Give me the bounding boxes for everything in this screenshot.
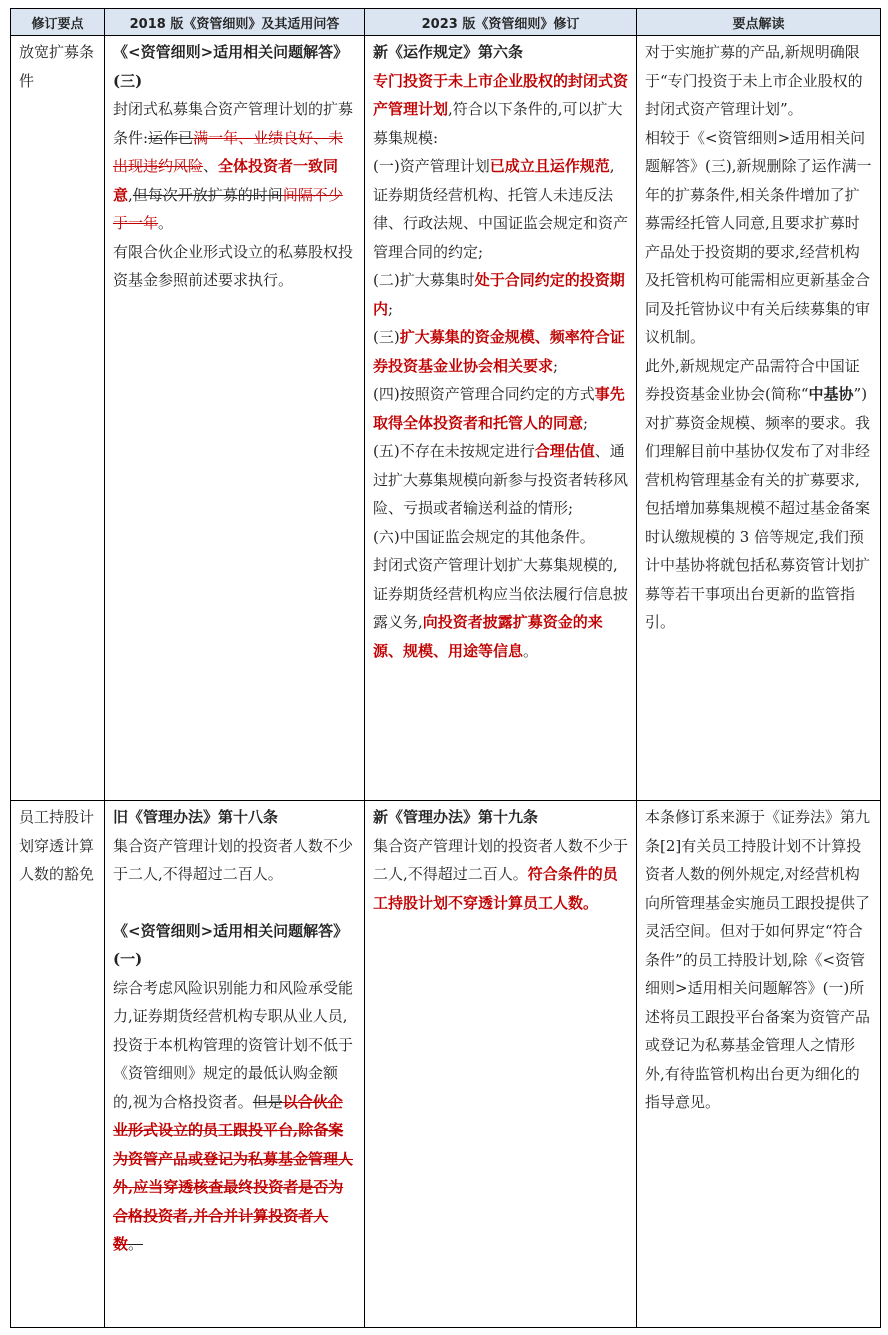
new-rule-item: (四)按照资产管理合同约定的方式事先取得全体投资者和托管人的同意; (373, 385, 625, 432)
table-row (11, 801, 881, 1328)
old-rule-cell (105, 36, 365, 801)
new-rule-title: 新《管理办法》第十九条 (373, 808, 539, 826)
old-rule-title: 《<资管细则>适用相关问题解答》(一) (113, 921, 349, 968)
new-rule-paragraph: 专门投资于未上市企业股权的封闭式资产管理计划,符合以下条件的,可以扩大募集规模: (373, 71, 629, 147)
old-rule-cell (105, 801, 365, 1328)
header-2023-rules: 2023 版《资管细则》修订 (365, 9, 637, 36)
table-row (11, 36, 881, 801)
footnote-ref[interactable]: [2] (660, 836, 682, 855)
interpretation-paragraph: 此外,新规规定产品需符合中国证券投资基金业协会(简称“中基协”)对扩募资金规模、频率的要求。我们理解目前中基协仅发布了对非经营机构管理基金有关的扩募要求,包括增加募集规模不超过基金备案时认缴规模的 3 倍等规定,我们预计中基协将就包括私募资管计划扩募等若干事项出台更新的监管指引。 (645, 356, 871, 631)
new-rule-cell (365, 36, 637, 801)
revision-point-cell: 放宽扩募条件 (11, 36, 105, 801)
new-rule-paragraph: 封闭式资产管理计划扩大募集规模的,证券期货经营机构应当依法履行信息披露义务,向投资者披露扩募资金的来源、规模、用途等信息。 (373, 556, 629, 660)
new-rule-item: (三)扩大募集的资金规模、频率符合证券投资基金业协会相关要求; (373, 328, 625, 375)
comparison-table (10, 8, 881, 1328)
header-2018-rules: 2018 版《资管细则》及其适用问答 (105, 9, 365, 36)
spacer (113, 889, 357, 917)
interpretation-paragraph: 对于实施扩募的产品,新规明确限于“专门投资于未上市企业股权的封闭式资产管理计划”。 (645, 43, 863, 118)
header-interpretation: 要点解读 (637, 9, 881, 36)
old-rule-paragraph: 封闭式私募集合资产管理计划的扩募条件:运作已满一年、业绩良好、未出现违约风险、全体投资者一致同意,但每次开放扩募的时间间隔不少于一年。 (113, 100, 354, 232)
new-rule-item: (五)不存在未按规定进行合理估值、通过扩大募集规模向新参与投资者转移风险、亏损或者输送利益的情形; (373, 442, 629, 517)
new-rule-item: (二)扩大募集时处于合同约定的投资期内; (373, 271, 625, 318)
old-rule-title: 旧《管理办法》第十八条 (113, 808, 279, 826)
old-rule-title: 《<资管细则>适用相关问题解答》(三) (113, 43, 349, 90)
new-rule-item: (一)资产管理计划已成立且运作规范,证券期货经营机构、托管人未违反法律、行政法规、中国证监会规定和资产管理合同的约定; (373, 157, 629, 261)
old-rule-paragraph: 综合考虑风险识别能力和风险承受能力,证券期货经营机构专职从业人员,投资于本机构管理的资管计划不低于《资管细则》规定的最低认购金额的,视为合格投资者。但是以合伙企业形式设立的员工跟投平台,除备案为资管产品或登记为私募基金管理人外,应当穿透核查最终投资者是否为合格投资者,并合并计算投资者人数。 (113, 978, 354, 1253)
new-rule-title: 新《运作规定》第六条 (373, 43, 524, 61)
new-rule-paragraph: 集合资产管理计划的投资者人数不少于二人,不得超过二百人。符合条件的员工持股计划不穿透计算员工人数。 (373, 836, 629, 912)
interpretation-cell (637, 801, 881, 1328)
interpretation-paragraph: 相较于《<资管细则>适用相关问题解答》(三),新规删除了运作满一年的扩募条件,相关条件增加了扩募需经托管人同意,且要求扩募时产品处于投资期的要求,经营机构及托管机构可能需相应更新基金合同及托管协议中有关后续募集的审议机制。 (645, 128, 872, 346)
header-revision-point: 修订要点 (11, 9, 105, 36)
header-row (11, 9, 881, 36)
revision-point-cell: 员工持股计划穿透计算人数的豁免 (11, 801, 105, 1328)
new-rule-cell (365, 801, 637, 1328)
old-rule-paragraph: 集合资产管理计划的投资者人数不少于二人,不得超过二百人。 (113, 836, 354, 883)
interpretation-cell (637, 36, 881, 801)
interpretation-paragraph: 本条修订系来源于《证券法》第九条[2]有关员工持股计划不计算投资者人数的例外规定,对经营机构向所管理基金实施员工跟投提供了灵活空间。但对于如何界定“符合条件”的员工持股计划,除《<资管细则>适用相关问题解答》(一)所述将员工跟投平台备案为资管产品或登记为私募基金管理人之情形外,有待监管机构出台更为细化的指导意见。 (645, 808, 871, 1111)
old-rule-paragraph: 有限合伙企业形式设立的私募股权投资基金参照前述要求执行。 (113, 242, 354, 289)
new-rule-item: (六)中国证监会规定的其他条件。 (373, 527, 595, 546)
